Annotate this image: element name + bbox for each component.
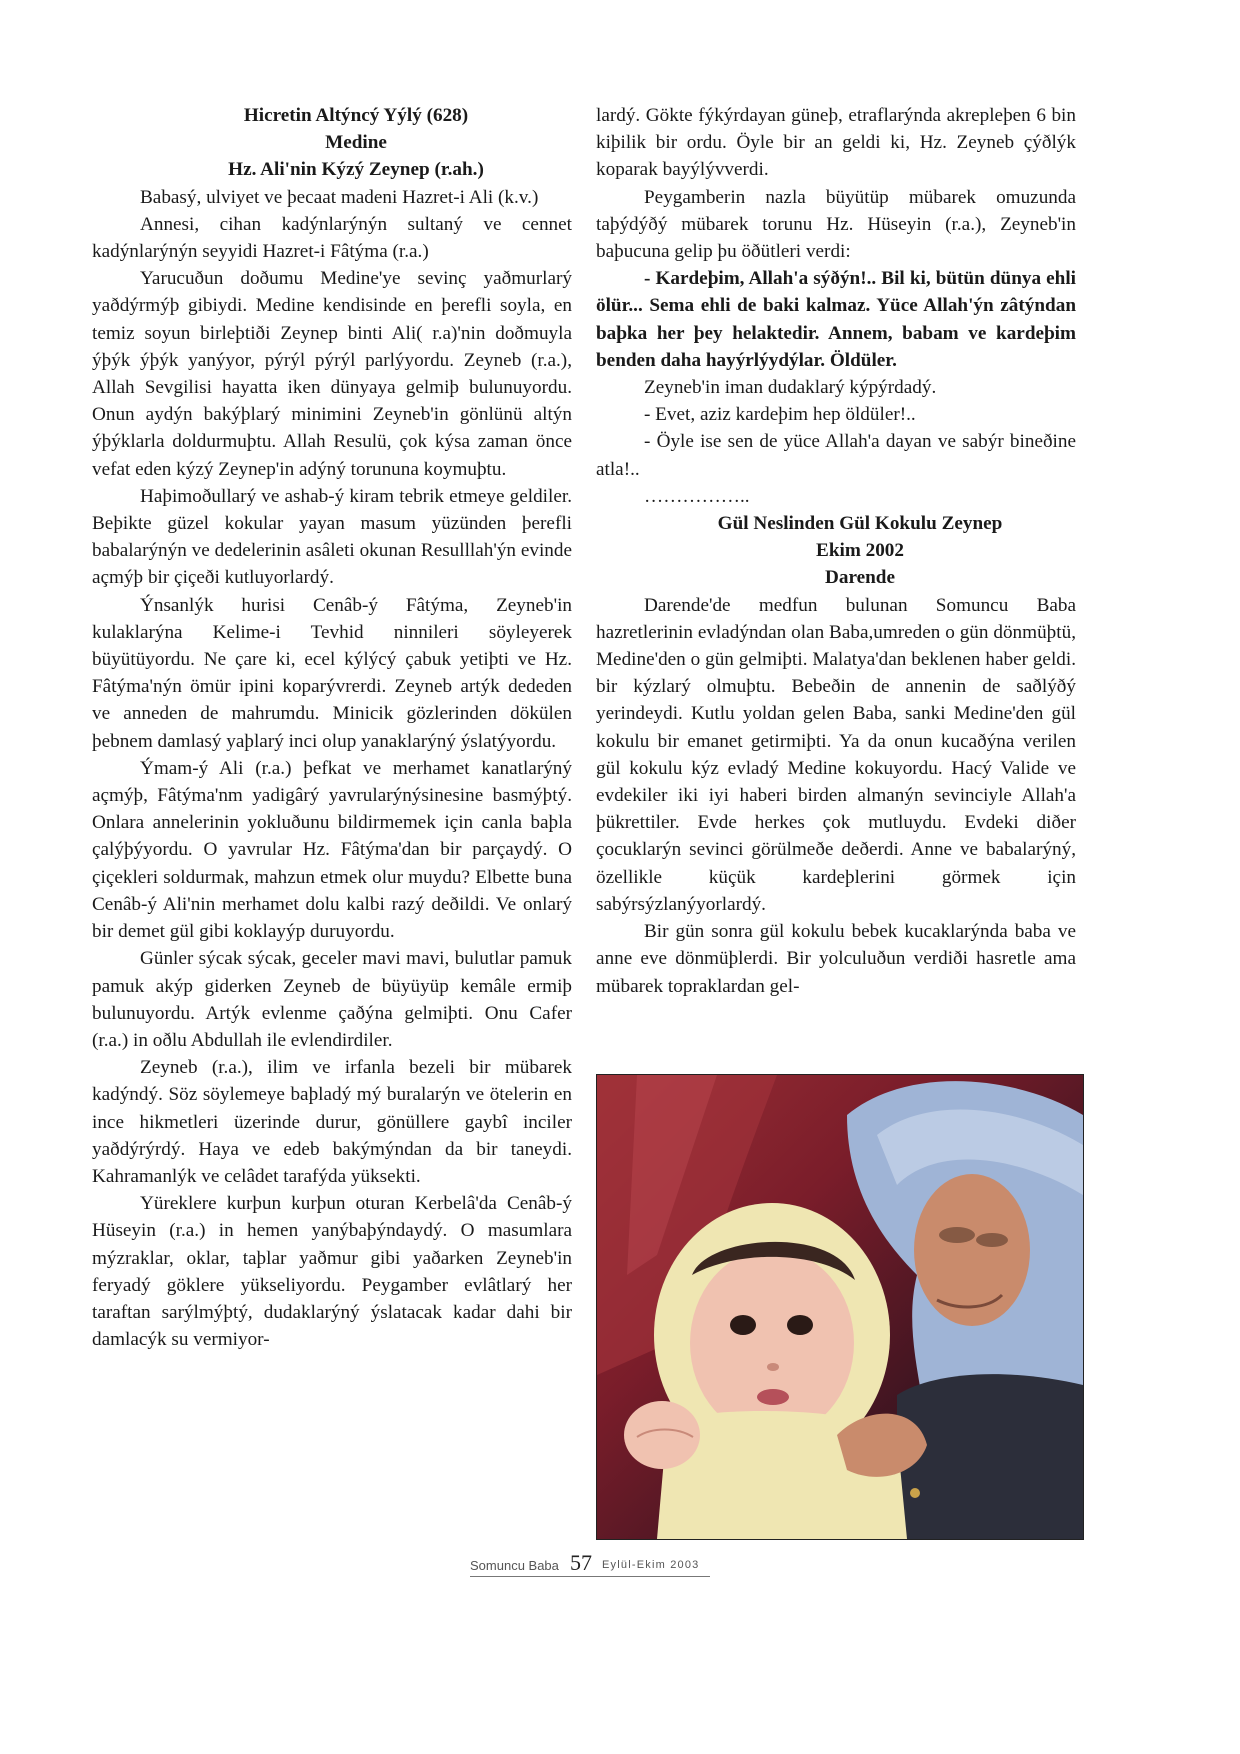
paragraph: - Evet, aziz kardeþim hep öldüler!.. <box>644 404 916 426</box>
magazine-name: Somuncu Baba <box>470 1558 559 1573</box>
section-heading-line-2: Ekim 2002 <box>816 540 904 562</box>
issue-date: Eylül-Ekim 2003 <box>602 1559 700 1571</box>
page-footer <box>470 1552 770 1580</box>
paragraph: Ýnsanlýk hurisi Cenâb-ý Fâtýma, Zeyneb'in kulaklarýna Kelime-i Tevhid ninnileri söyleyerek büyütüyordu. Ne çare ki, ecel kýlýcý çabuk yetiþti ve Hz. Fâtýma'nýn ömür ipini koparývrerdi. Zeyneb artýk dededen ve anneden de mahrumdu. Minicik gözlerinden dökülen þebnem damlasý yaþlarý inci olup yanaklarýný ýslatýyordu. <box>92 594 572 752</box>
paragraph: Annesi, cihan kadýnlarýnýn sultaný ve cennet kadýnlarýnýn seyyidi Hazret-i Fâtýma (r.a.) <box>92 213 572 263</box>
paragraph: - Öyle ise sen de yüce Allah'a dayan ve sabýr bineðine atla!.. <box>596 431 1076 480</box>
paragraph: Peygamberin nazla büyütüp mübarek omuzunda taþýdýðý mübarek torunu Hz. Hüseyin (r.a.), Zeyneb'in baþucuna gelip þu öðütleri verdi: <box>596 186 1076 263</box>
paragraph: Darende'de medfun bulunan Somuncu Baba hazretlerinin evladýndan olan Baba,umreden o gün dönmüþtü, Medine'den o gün gelmiþti. Malatya'dan beklenen haber geldi. bir kýzlarý olmuþtu. Bebeðin de annenin de saðlýðý yerindeydi. Kutlu yoldan gelen Baba, sanki Medine'den gül kokulu bir emanet getirmiþti. Ya da onun kucaðýna verilen gül kokulu kýz evladý Medine kokuyordu. Hacý Valide ve evdekiler iki iyi haberi birden almanýn sevinciyle Allah'a þükrettiler. Evde herkes çok mutluydu. Evdeki diðer çocuklarýn sevinci görülmeðe deðerdi. Anne ve babalarýný, özellikle küçük kardeþlerini görmek için sabýrsýzlanýyorlardý. <box>596 594 1076 915</box>
paragraph: Haþimoðullarý ve ashab-ý kiram tebrik etmeye geldiler. Beþikte güzel kokular yayan masum yüzünden þerefli babalarýnýn ve dedelerinin asâleti okunan Resulllah'ýn evinde açmýþ bir çiçeði kutluyorlardý. <box>92 485 572 589</box>
paragraph: Ýmam-ý Ali (r.a.) þefkat ve merhamet kanatlarýný açmýþ, Fâtýma'nm yadigârý yavrularýnýsinesine basmýþtý. Onlara annelerinin yokluðunu bildirmemek için canla baþla çalýþýyordu. O yavrular Hz. Fâtýma'dan bir parçaydý. O çiçekleri soldurmak, mahzun etmek olur muydu? Elbette buna Cenâb-ý Ali'nin merhamet dolu kalbi razý deðildi. Ve onlarý bir demet gül gibi koklayýp duruyordu. <box>92 757 572 943</box>
photo-baby-and-grandmother <box>596 1074 1084 1540</box>
paragraph: Zeyneb'in iman dudaklarý kýpýrdadý. <box>644 377 937 399</box>
paragraph: Günler sýcak sýcak, geceler mavi mavi, bulutlar pamuk pamuk akýp giderken Zeyneb de büyüyüp kemâle ermiþ bulunuyordu. Artýk evlenme çaðýna gelmiþti. Onu Cafer (r.a.) in oðlu Abdullah ile evlendirdiler. <box>92 948 572 1051</box>
paragraph: Bir gün sonra gül kokulu bebek kucaklarýnda baba ve anne eve dönmüþlerdi. Bir yolculuðun verdiði hasretle ama mübarek topraklardan gel- <box>596 921 1076 997</box>
section-heading-line-3: Darende <box>825 567 895 589</box>
section-separator: …………….. <box>644 485 750 507</box>
left-column <box>92 102 572 1353</box>
paragraph: Zeyneb (r.a.), ilim ve irfanla bezeli bir mübarek kadýndý. Söz söylemeye baþladý mý buralarýn ve ötelerin en ince hikmetleri üzerinde durur, gönüllere gaybî inciler yaðdýrýrdý. Haya ve edeb bakýmýndan da bir taneydi. Kahramanlýk ve celâdet tarafýda yüksekti. <box>92 1057 572 1187</box>
heading-line-1: Hicretin Altýncý Yýlý (628) <box>243 105 469 126</box>
footer-rule <box>470 1576 710 1577</box>
right-column <box>596 102 1076 1000</box>
paragraph: lardý. Gökte fýkýrdayan güneþ, etraflarýnda akrepleþen 6 bin kiþilik bir ordu. Öyle bir an geldi ki, Hz. Zeyneb çýðlýk koparak bayýlývverdi. <box>596 105 1076 181</box>
heading-line-3: Hz. Ali'nin Kýzý Zeynep (r.ah.) <box>228 159 484 181</box>
photo-illustration <box>597 1075 1083 1539</box>
paragraph: Yarucuðun doðumu Medine'ye sevinç yaðmurlarý yaðdýrmýþ gibiydi. Medine kendisinde en þerefli soyla, en temiz soyun birleþtiði Zeynep binti Ali( r.a)'nin doðmuyla ýþýk ýþýk yanýyor, pýrýl pýrýl parlýyordu. Zeyneb (r.a.), Allah Sevgilisi hayatta iken dünyaya gelmiþ bulunuyordu. Onun aydýn bakýþlarý minimini Zeyneb'in gönlünü altýn ýþýklarla doldurmuþtu. Allah Resulü, çok kýsa zaman önce vefat eden kýzý Zeynep'in adýný torununa koymuþtu. <box>92 268 572 480</box>
heading-line-2: Medine <box>325 132 387 154</box>
paragraph: Babasý, ulviyet ve þecaat madeni Hazret-i Ali (k.v.) <box>140 186 539 208</box>
paragraph: Yüreklere kurþun kurþun oturan Kerbelâ'da Cenâb-ý Hüseyin (r.a.) in hemen yanýbaþýndaydý. O masumlara mýzraklar, oklar, taþlar yaðmur gibi yaðarken Zeyneb'in feryadý göklere yükseliyordu. Peygamber evlâtlarý her taraftan sarýlmýþtý, dudaklarýný ýslatacak kadar dahi bir damlacýk su vermiyor- <box>92 1193 572 1351</box>
page-number: 57 <box>570 1550 592 1575</box>
bold-quote: - Kardeþim, Allah'a sýðýn!.. Bil ki, bütün dünya ehli ölür... Sema ehli de baki kalmaz. Yüce Allah'ýn zâtýndan baþka her þey helaktedir. Annem, babam ve kardeþim benden daha hayýrlýydýlar. Öldüler. <box>596 268 1076 371</box>
section-heading-line-1: Gül Neslinden Gül Kokulu Zeynep <box>717 513 1003 535</box>
